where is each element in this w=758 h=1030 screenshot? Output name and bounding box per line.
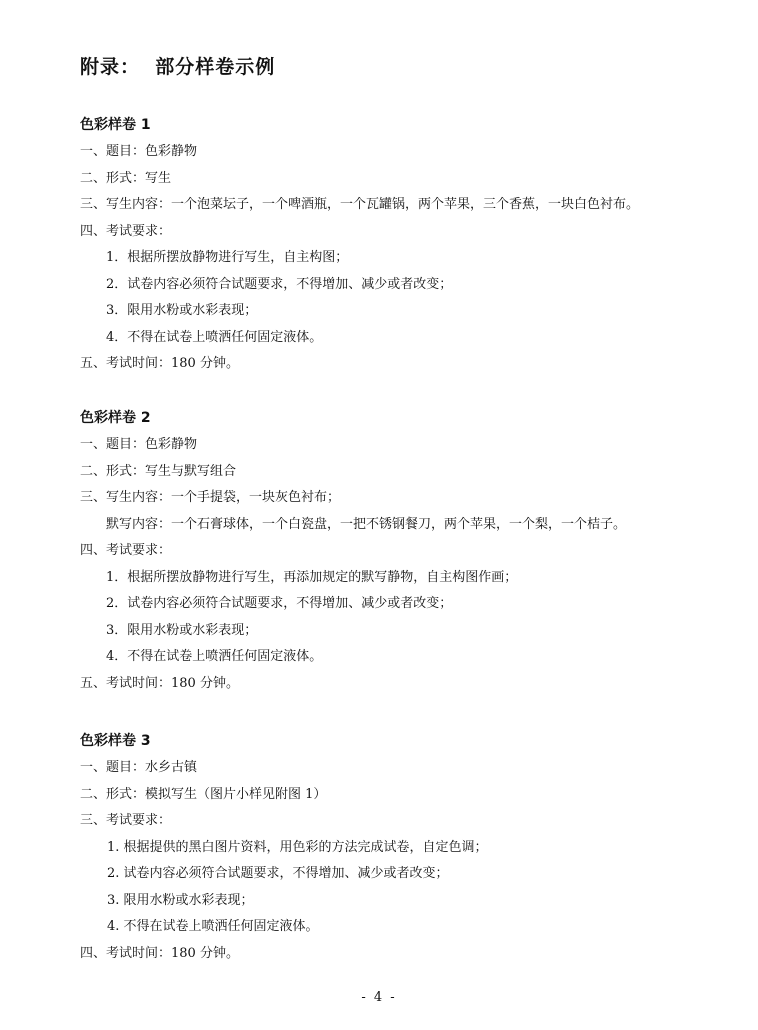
item-requirements-heading: 四、考试要求： — [80, 543, 172, 558]
item-content: 三、写生内容：一个手提袋，一块灰色衬布； — [80, 490, 341, 505]
requirement-4: 4. 不得在试卷上喷洒任何固定液体。 — [107, 919, 319, 934]
sample-paper-2 — [80, 405, 700, 697]
item-format: 二、形式：写生 — [80, 170, 172, 186]
requirement-2: 2．试卷内容必须符合试题要求，不得增加、减少或者改变； — [106, 276, 453, 292]
item-requirements-heading: 四、考试要求： — [80, 223, 172, 239]
section-title: 色彩样卷 1 — [80, 117, 151, 133]
requirement-2: 2．试卷内容必须符合试题要求，不得增加、减少或者改变； — [106, 596, 453, 611]
section-title: 色彩样卷 3 — [80, 733, 151, 749]
requirement-3: 3．限用水粉或水彩表现； — [106, 303, 258, 318]
requirement-1: 1. 根据提供的黑白图片资料，用色彩的方法完成试卷，自定色调； — [107, 839, 488, 855]
page-number: - 4 - — [361, 990, 397, 1005]
page-title: 附录： 部分样卷示例 — [80, 56, 276, 78]
sample-paper-1 — [80, 112, 700, 378]
item-topic: 一、题目：色彩静物 — [80, 144, 198, 159]
sample-paper-3 — [80, 728, 700, 967]
item-requirements-heading: 三、考试要求： — [80, 813, 172, 828]
requirement-4: 4．不得在试卷上喷洒任何固定液体。 — [106, 329, 323, 345]
item-topic: 一、题目：水乡古镇 — [80, 760, 198, 775]
item-exam-time: 五、考试时间：180 分钟。 — [80, 675, 239, 691]
section-title: 色彩样卷 2 — [80, 410, 151, 426]
requirement-4: 4．不得在试卷上喷洒任何固定液体。 — [106, 649, 323, 664]
item-exam-time: 五、考试时间：180 分钟。 — [80, 356, 239, 371]
requirement-3: 3．限用水粉或水彩表现； — [106, 622, 258, 638]
requirement-3: 3. 限用水粉或水彩表现； — [107, 892, 254, 908]
item-topic: 一、题目：色彩静物 — [80, 437, 198, 452]
item-format: 二、形式：模拟写生（图片小样见附图 1） — [80, 786, 327, 802]
item-exam-time: 四、考试时间：180 分钟。 — [80, 945, 239, 961]
requirement-2: 2. 试卷内容必须符合试题要求，不得增加、减少或者改变； — [107, 866, 449, 881]
item-content: 三、写生内容：一个泡菜坛子，一个啤酒瓶，一个瓦罐锅，两个苹果，三个香蕉，一块白色衬布。 — [80, 197, 640, 212]
requirement-1: 1．根据所摆放静物进行写生，再添加规定的默写静物，自主构图作画； — [106, 569, 518, 585]
item-format: 二、形式：写生与默写组合 — [80, 463, 237, 479]
requirement-1: 1．根据所摆放静物进行写生，自主构图； — [106, 250, 349, 265]
item-memory-content: 默写内容：一个石膏球体，一个白瓷盘，一把不锈钢餐刀，两个苹果，一个梨，一个桔子。 — [106, 516, 627, 532]
